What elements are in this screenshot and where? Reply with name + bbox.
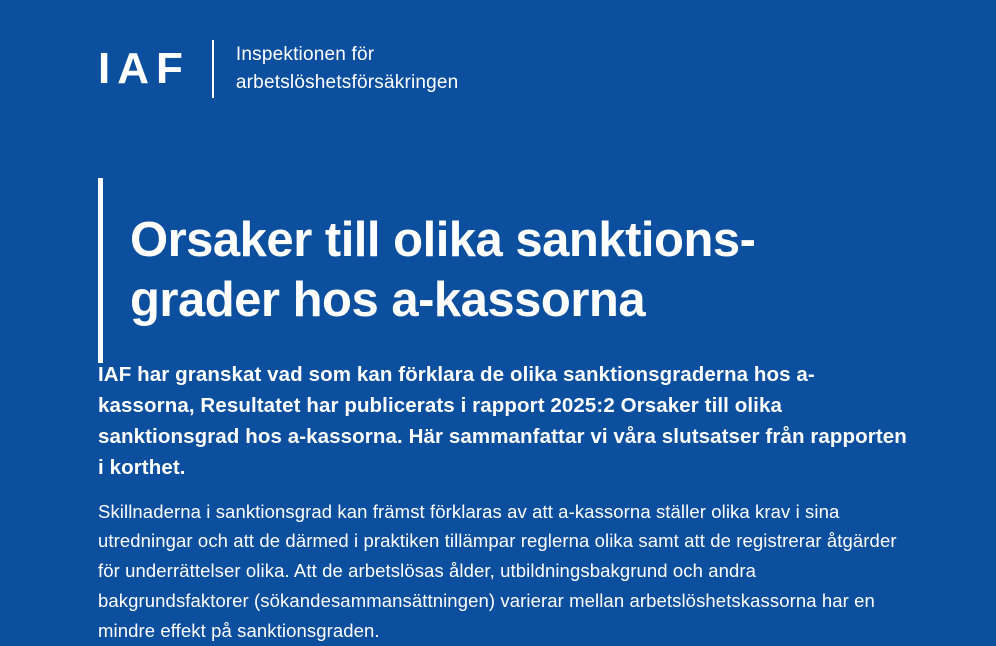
title-block [98,178,890,363]
organization-name-line-2: arbetslöshetsförsäkringen [236,69,459,97]
page-title: Orsaker till olika sanktions-grader hos a-kassorna [130,211,890,331]
organization-name-line-1: Inspektionen för [236,41,459,69]
body-paragraph: Skillnaderna i sanktionsgrad kan främst förklaras av att a-kassorna ställer olika krav i sina utredningar och att de därmed i praktiken tillämpar reglerna olika samt att de registrerar åtgärder för underrättelser olika. Att de arbetslösas ålder, utbildningsbakgrund och andra bakgrundsfaktorer (sökandesammansättningen) varierar mellan arbetslöshetskassorna har en mindre effekt på sanktionsgraden. [98,497,898,646]
lead-paragraph: IAF har granskat vad som kan förklara de olika sanktionsgraderna hos a-kassorna, Resultatet har publicerats i rapport 2025:2 Orsaker till olika sanktionsgrad hos a-kassorna. Här sammanfattar vi våra slutsatser från rapporten i korthet. [98,359,910,484]
iaf-logo-mark: IAF [98,47,212,91]
brand-header [98,40,458,98]
organization-name [236,41,459,96]
logo-divider [212,40,214,98]
title-accent-rule [98,178,103,363]
